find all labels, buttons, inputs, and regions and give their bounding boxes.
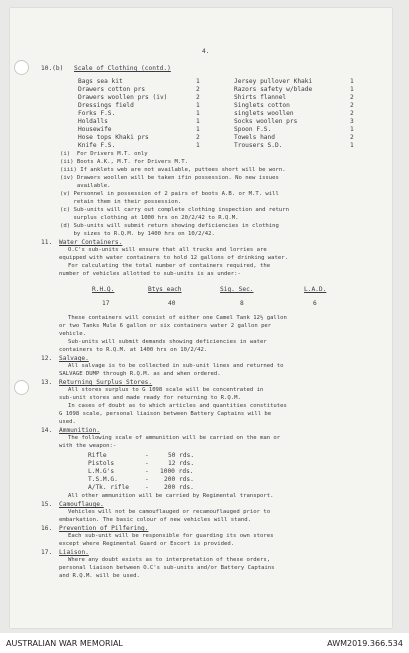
section-16-number: 16. xyxy=(41,525,53,532)
body-line: In cases of doubt as to which articles and quantities constitutes xyxy=(68,403,287,409)
section-17-number: 17. xyxy=(41,549,53,556)
section-16-heading: Prevention of Pilfering. xyxy=(59,525,149,532)
body-line: Vehicles will not be camouflauged or recamouflauged prior to xyxy=(68,509,271,515)
footer-accession-id: AWM2019.366.534 xyxy=(327,639,403,648)
clothing-note: (d) Sub-units will submit return showing deficiencies in clothing xyxy=(60,223,279,229)
table-cell: 6 xyxy=(313,300,317,307)
clothing-qty: 3 xyxy=(350,118,354,125)
body-line: embarkation. The basic colour of new vehicles will stand. xyxy=(59,517,251,523)
body-line: These containers will consist of either one Camel Tank 12½ gallon xyxy=(68,315,287,321)
clothing-qty: 2 xyxy=(196,134,200,141)
body-line: All salvage is to be collected in sub-unit lines and returned to xyxy=(68,363,284,369)
ammo-dash: - xyxy=(145,484,149,491)
section-15-number: 15. xyxy=(41,501,53,508)
clothing-qty: 1 xyxy=(196,110,200,117)
clothing-qty: 1 xyxy=(350,78,354,85)
body-line: equipped with water containers to hold 12 gallons of drinking water. xyxy=(59,255,289,261)
page-number: 4. xyxy=(202,48,210,55)
body-line: SALVAGE DUMP through R.Q.M. as and when ordered. xyxy=(59,371,221,377)
ammo-weapon: Rifle xyxy=(88,452,107,459)
section-11-heading: Water Containers. xyxy=(59,239,123,246)
clothing-qty: 1 xyxy=(350,142,354,149)
body-line: used. xyxy=(59,419,76,425)
table-cell: 17 xyxy=(102,300,110,307)
body-line: For calculating the total number of containers required, the xyxy=(68,263,271,269)
clothing-note: surplus clothing at 1000 hrs on 20/2/42 to R.Q.M. xyxy=(60,215,239,221)
clothing-qty: 2 xyxy=(350,102,354,109)
body-line: or two Tanks Mule 6 gallon or six containers water 2 gallon per xyxy=(59,323,272,329)
ammo-qty: 200 rds. xyxy=(164,484,194,491)
clothing-qty: 2 xyxy=(350,110,354,117)
section-12-heading: Salvage. xyxy=(59,355,89,362)
section-10-number: 10.(b) xyxy=(41,65,64,72)
section-14-heading: Ammunition. xyxy=(59,427,100,434)
clothing-note: (iv) Drawers woollen will be taken ifin possession. No new issues xyxy=(60,175,279,181)
body-line: All other ammunition will be carried by Regimental transport. xyxy=(68,493,274,499)
body-line: Where any doubt exists as to interpretation of these orders, xyxy=(68,557,271,563)
section-11-number: 11. xyxy=(41,239,53,246)
ammo-dash: - xyxy=(145,468,149,475)
punch-hole xyxy=(14,60,29,75)
ammo-dash: - xyxy=(145,476,149,483)
clothing-qty: 2 xyxy=(350,134,354,141)
clothing-item: singlets woollen xyxy=(234,110,294,117)
body-line: vehicle. xyxy=(59,331,86,337)
clothing-qty: 1 xyxy=(196,78,200,85)
body-line: O.C's sub-units will ensure that all trucks and lorries are xyxy=(68,247,267,253)
clothing-qty: 2 xyxy=(196,86,200,93)
clothing-item: Spoon F.S. xyxy=(234,126,272,133)
clothing-item: Knife F.S. xyxy=(78,142,116,149)
body-line: sub-unit stores and made ready for returning to R.Q.M. xyxy=(59,395,241,401)
punch-hole xyxy=(14,380,29,395)
table-cell: 8 xyxy=(240,300,244,307)
section-13-number: 13. xyxy=(41,379,53,386)
body-line: and R.Q.M. will be used. xyxy=(59,573,140,579)
section-12-number: 12. xyxy=(41,355,53,362)
clothing-note: (i) For Drivers M.T. only xyxy=(60,151,148,157)
clothing-item: Forks F.S. xyxy=(78,110,116,117)
clothing-item: Socks woollen prs xyxy=(234,118,298,125)
clothing-item: Dressings field xyxy=(78,102,134,109)
clothing-item: Hose tops Khaki prs xyxy=(78,134,149,141)
ammo-weapon: A/Tk. rifle xyxy=(88,484,129,491)
body-line: All stores surplus to G 1098 scale will be concentrated in xyxy=(68,387,264,393)
ammo-qty: 50 rds. xyxy=(168,452,195,459)
section-13-heading: Returning Surplus Stores. xyxy=(59,379,153,386)
clothing-note: (c) Sub-units will carry out complete clothing inspection and return xyxy=(60,207,290,213)
clothing-item: Shirts flannel xyxy=(234,94,287,101)
clothing-qty: 1 xyxy=(196,126,200,133)
clothing-qty: 1 xyxy=(196,118,200,125)
clothing-item: Housewife xyxy=(78,126,112,133)
body-line: with the weapon:- xyxy=(59,443,117,449)
section-17-heading: Liaison. xyxy=(59,549,89,556)
clothing-item: Razors safety w/blade xyxy=(234,86,313,93)
table-header: L.A.D. xyxy=(304,286,327,293)
table-header: Sig. Sec. xyxy=(220,286,254,293)
ammo-qty: 200 rds. xyxy=(164,476,194,483)
table-header: R.H.Q. xyxy=(92,286,115,293)
clothing-item: Bags sea kit xyxy=(78,78,123,85)
body-line: G 1098 scale, personal liaison between Battery Captains will be xyxy=(59,411,272,417)
body-line: personal liaison between O.C's sub-units and/or Battery Captains xyxy=(59,565,275,571)
clothing-note: available. xyxy=(60,183,111,189)
body-line: number of vehicles allotted to sub-units is as under:- xyxy=(59,271,241,277)
document-page xyxy=(10,8,392,628)
clothing-qty: 1 xyxy=(196,102,200,109)
clothing-qty: 1 xyxy=(350,86,354,93)
ammo-weapon: T.S.M.G. xyxy=(88,476,118,483)
footer-bar xyxy=(0,633,409,653)
clothing-item: Drawers woollen prs (iv) xyxy=(78,94,168,101)
clothing-item: Jersey pullover Khaki xyxy=(234,78,313,85)
section-14-number: 14. xyxy=(41,427,53,434)
ammo-qty: 1000 rds. xyxy=(160,468,194,475)
footer-institution: AUSTRALIAN WAR MEMORIAL xyxy=(6,639,123,648)
clothing-item: Trousers S.D. xyxy=(234,142,283,149)
body-line: Sub-units will submit demands showing deficiencies in water xyxy=(68,339,267,345)
clothing-qty: 2 xyxy=(196,94,200,101)
table-header: Btys each xyxy=(148,286,182,293)
body-line: containers to R.Q.M. at 1400 hrs on 10/2/42. xyxy=(59,347,208,353)
clothing-qty: 2 xyxy=(350,94,354,101)
section-15-heading: Camouflauge. xyxy=(59,501,104,508)
ammo-qty: 12 rds. xyxy=(168,460,195,467)
clothing-item: Singlets cotton xyxy=(234,102,290,109)
ammo-weapon: L.M.G's xyxy=(88,468,115,475)
clothing-qty: 1 xyxy=(196,142,200,149)
clothing-note: (v) Personnel in possession of 2 pairs of boots A.B. or M.T. will xyxy=(60,191,279,197)
ammo-dash: - xyxy=(145,452,149,459)
ammo-weapon: Pistols xyxy=(88,460,115,467)
clothing-item: Drawers cotton prs xyxy=(78,86,146,93)
body-line: The following scale of ammunition will be carried on the man or xyxy=(68,435,281,441)
section-10-heading: Scale of Clothing (contd.) xyxy=(74,65,171,72)
table-cell: 40 xyxy=(168,300,176,307)
clothing-item: Towels hand xyxy=(234,134,275,141)
clothing-qty: 1 xyxy=(350,126,354,133)
clothing-note: by sizes to R.Q.M. by 1400 hrs on 10/2/42. xyxy=(60,231,215,237)
clothing-item: Holdalls xyxy=(78,118,108,125)
clothing-note: (ii) Boots A.K., M.T. for Drivers M.T. xyxy=(60,159,188,165)
ammo-dash: - xyxy=(145,460,149,467)
body-line: except where Regimental Guard or Escort is provided. xyxy=(59,541,235,547)
clothing-note: (iii) If anklets web are not available, puttees short will be worn. xyxy=(60,167,286,173)
clothing-note: retain them in their possession. xyxy=(60,199,182,205)
body-line: Each sub-unit will be responsible for guarding its own stores xyxy=(68,533,274,539)
